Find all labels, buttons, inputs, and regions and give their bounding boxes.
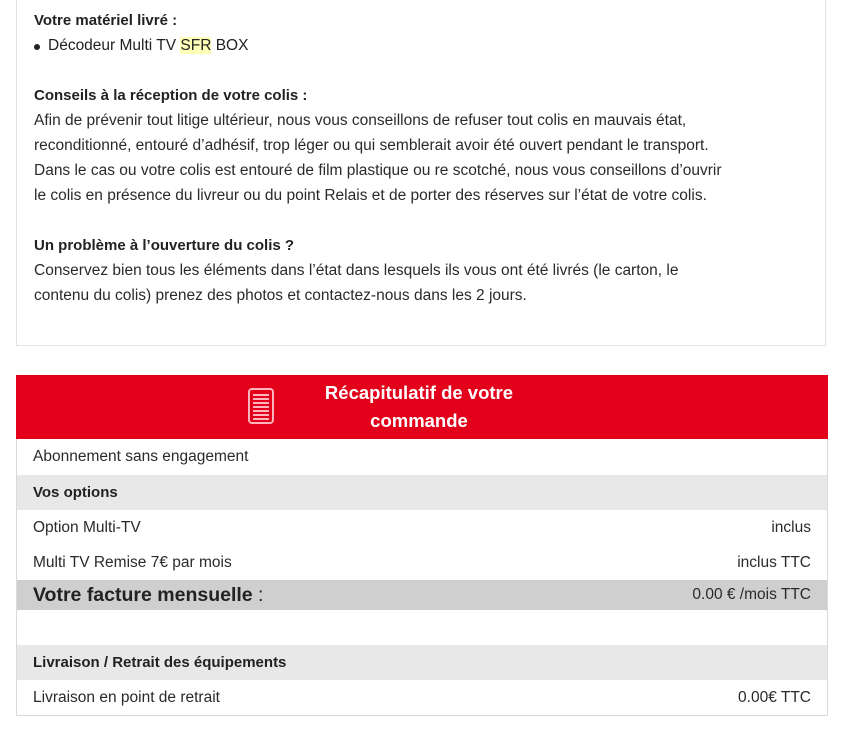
- highlighted-text: SFR: [180, 37, 212, 54]
- row-label: [33, 580, 263, 610]
- bill-label: Votre facture mensuelle: [33, 584, 253, 606]
- remise-row: [17, 545, 827, 580]
- row-label: Vos options: [33, 484, 118, 501]
- advice-line: Dans le cas ou votre colis est entouré de film plastique ou re scotché, nous vous conseillons d’ouvrir: [34, 162, 722, 179]
- options-header-row: [17, 475, 827, 510]
- order-summary: [16, 375, 828, 716]
- item-text: Décodeur Multi TV: [48, 37, 181, 54]
- problem-line: contenu du colis) prenez des photos et contactez-nous dans les 2 jours.: [34, 287, 527, 304]
- delivery-row: [17, 680, 827, 715]
- row-label: Abonnement sans engagement: [33, 448, 249, 465]
- summary-title: [316, 379, 522, 435]
- row-label: Livraison en point de retrait: [33, 689, 220, 706]
- row-label: Multi TV Remise 7€ par mois: [33, 554, 232, 571]
- row-value: 0.00€ TTC: [738, 689, 811, 706]
- delivery-header-row: [17, 645, 827, 680]
- delivered-heading: Votre matériel livré :: [34, 12, 178, 29]
- bill-colon: :: [252, 584, 264, 606]
- row-value: 0.00 € /mois TTC: [692, 586, 811, 603]
- row-label: Option Multi-TV: [33, 519, 141, 536]
- delivered-list: [34, 33, 814, 58]
- row-value: inclus: [771, 519, 811, 536]
- advice-line: reconditionné, entouré d’adhésif, trop léger ou qui semblerait avoir été ouvert pendant le transport.: [34, 137, 709, 154]
- advice-line: Afin de prévenir tout litige ultérieur, nous vous conseillons de refuser tout colis en mauvais état,: [34, 112, 687, 129]
- advice-heading: Conseils à la réception de votre colis :: [34, 87, 308, 104]
- problem-line: Conservez bien tous les éléments dans l’état dans lesquels ils vous ont été livrés (le carton, le: [34, 262, 679, 279]
- row-value: inclus TTC: [737, 554, 811, 571]
- item-suffix: BOX: [211, 37, 249, 54]
- multi-tv-row: [17, 510, 827, 545]
- advice-line: le colis en présence du livreur ou du point Relais et de porter des réserves sur l’état de votre colis.: [34, 187, 707, 204]
- summary-title-line: Récapitulatif de votre: [324, 382, 514, 403]
- delivery-info-panel: [16, 0, 826, 346]
- problem-heading: Un problème à l’ouverture du colis ?: [34, 237, 295, 254]
- bullet-icon: [34, 44, 40, 50]
- row-label: Livraison / Retrait des équipements: [33, 654, 287, 671]
- summary-header: [16, 375, 828, 439]
- delivered-item: [34, 33, 814, 58]
- document-icon: [247, 387, 275, 425]
- monthly-bill-row: [17, 580, 827, 610]
- summary-title-line: commande: [370, 410, 468, 431]
- subscription-row: [17, 439, 827, 474]
